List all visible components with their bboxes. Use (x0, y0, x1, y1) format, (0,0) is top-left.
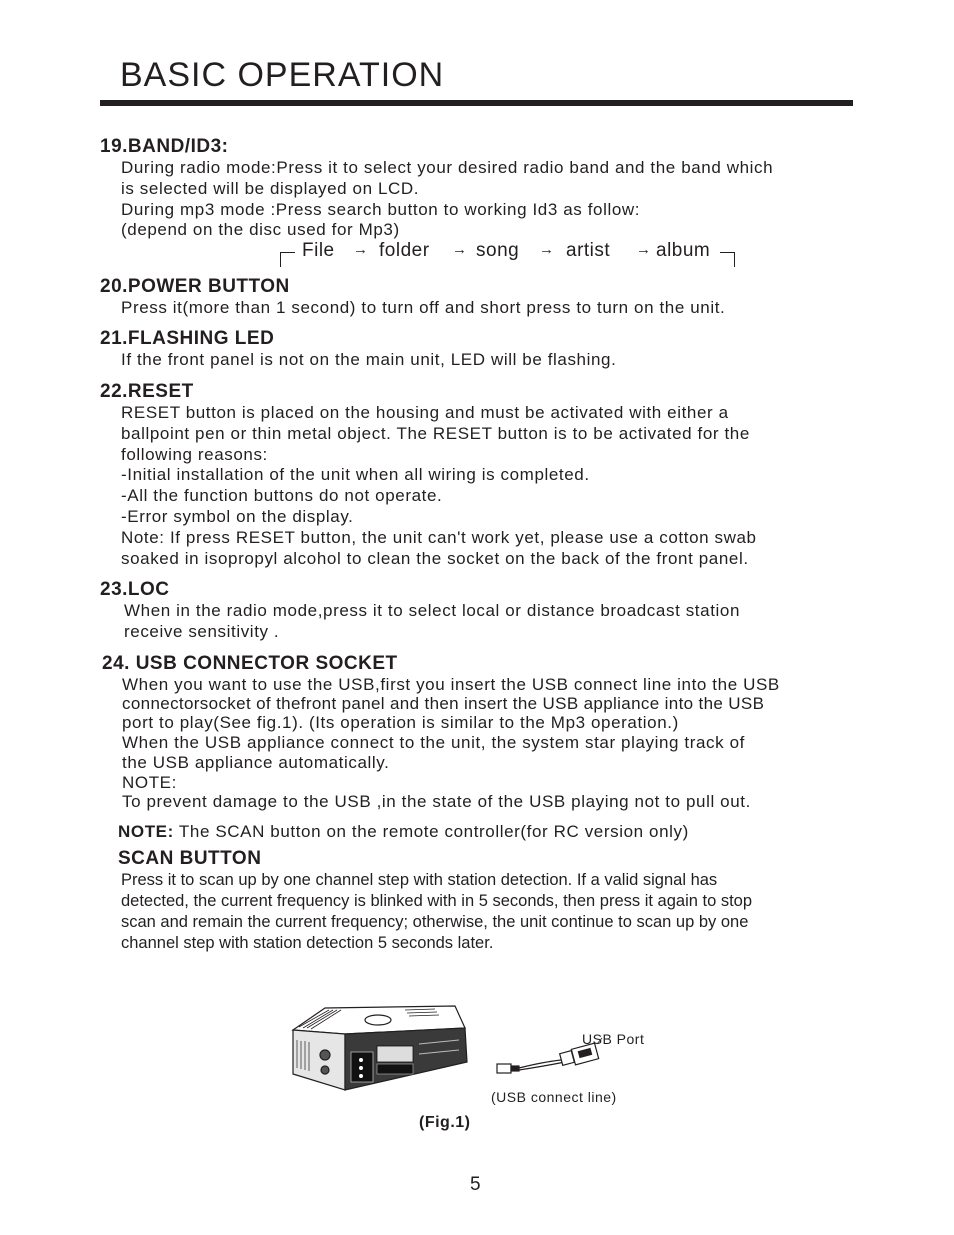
id3-flow-diagram (280, 240, 735, 266)
car-stereo-unit (293, 1006, 467, 1090)
reset-line-5: -All the function buttons do not operate. (121, 486, 443, 505)
reset-line-3: following reasons: (121, 445, 268, 464)
band-line-3: During mp3 mode :Press search button to working Id3 as follow: (121, 200, 641, 219)
scan-line-1: Press it to scan up by one channel step with station detection. If a valid signal has (121, 871, 718, 889)
reset-line-6: -Error symbol on the display. (121, 507, 354, 526)
flow-step-song: song (476, 240, 520, 261)
flow-arrow-icon: → (539, 241, 554, 258)
led-line-1: If the front panel is not on the main unit, LED will be flashing. (121, 350, 617, 369)
page-number: 5 (470, 1174, 481, 1195)
section-heading-usb: 24. USB CONNECTOR SOCKET (102, 653, 398, 674)
reset-line-7: Note: If press RESET button, the unit can't work yet, please use a cotton swab (121, 528, 757, 547)
band-line-2: is selected will be displayed on LCD. (121, 179, 420, 198)
usb-line-3: port to play(See fig.1). (Its operation is similar to the Mp3 operation.) (122, 713, 679, 732)
reset-line-4: -Initial installation of the unit when all wiring is completed. (121, 465, 590, 484)
band-line-1: During radio mode:Press it to select your desired radio band and the band which (121, 158, 774, 177)
scan-line-4: channel step with station detection 5 seconds later. (121, 934, 494, 952)
usb-line-7: To prevent damage to the USB ,in the state of the USB playing not to pull out. (122, 792, 751, 811)
flow-step-file: File (302, 240, 335, 261)
band-line-4: (depend on the disc used for Mp3) (121, 220, 400, 239)
note-text: The SCAN button on the remote controller(for RC version only) (173, 822, 689, 841)
section-heading-loc: 23.LOC (100, 579, 170, 600)
scan-line-2: detected, the current frequency is blinked with in 5 seconds, then press it again to stop (121, 892, 753, 910)
usb-port-label: USB Port (582, 1031, 645, 1047)
title-rule (100, 100, 853, 106)
figure-caption: (Fig.1) (419, 1114, 471, 1131)
usb-line-6: NOTE: (122, 773, 177, 792)
scan-note (118, 822, 689, 842)
loc-line-1: When in the radio mode,press it to select local or distance broadcast station (124, 601, 740, 620)
flow-bracket-left (280, 252, 295, 267)
usb-line-1: When you want to use the USB,first you insert the USB connect line into the USB (122, 675, 780, 694)
usb-line-4: When the USB appliance connect to the unit, the system star playing track of (122, 733, 745, 752)
reset-line-2: ballpoint pen or thin metal object. The RESET button is to be activated for the (121, 424, 750, 443)
section-heading-power: 20.POWER BUTTON (100, 276, 290, 297)
flow-step-folder: folder (379, 240, 430, 261)
flow-bracket-right (720, 252, 735, 267)
power-line-1: Press it(more than 1 second) to turn off and short press to turn on the unit. (121, 298, 726, 317)
usb-line-5: the USB appliance automatically. (122, 753, 390, 772)
section-heading-led: 21.FLASHING LED (100, 328, 275, 349)
page-title: BASIC OPERATION (120, 56, 445, 94)
flow-step-artist: artist (566, 240, 611, 261)
note-label: NOTE: (118, 822, 174, 841)
section-heading-scan: SCAN BUTTON (118, 848, 262, 869)
reset-line-1: RESET button is placed on the housing and must be activated with either a (121, 403, 729, 422)
section-heading-reset: 22.RESET (100, 381, 194, 402)
reset-line-8: soaked in isopropyl alcohol to clean the socket on the back of the front panel. (121, 549, 749, 568)
flow-arrow-icon: → (636, 241, 651, 258)
scan-line-3: scan and remain the current frequency; otherwise, the unit continue to scan up by one (121, 913, 749, 931)
usb-line-2: connectorsocket of thefront panel and then insert the USB appliance into the USB (122, 694, 765, 713)
usb-line-label: (USB connect line) (491, 1089, 617, 1105)
flow-arrow-icon: → (452, 241, 467, 258)
loc-line-2: receive sensitivity . (124, 622, 280, 641)
flow-arrow-icon: → (353, 241, 368, 258)
flow-step-album: album (656, 240, 711, 261)
section-heading-band: 19.BAND/ID3: (100, 136, 229, 157)
